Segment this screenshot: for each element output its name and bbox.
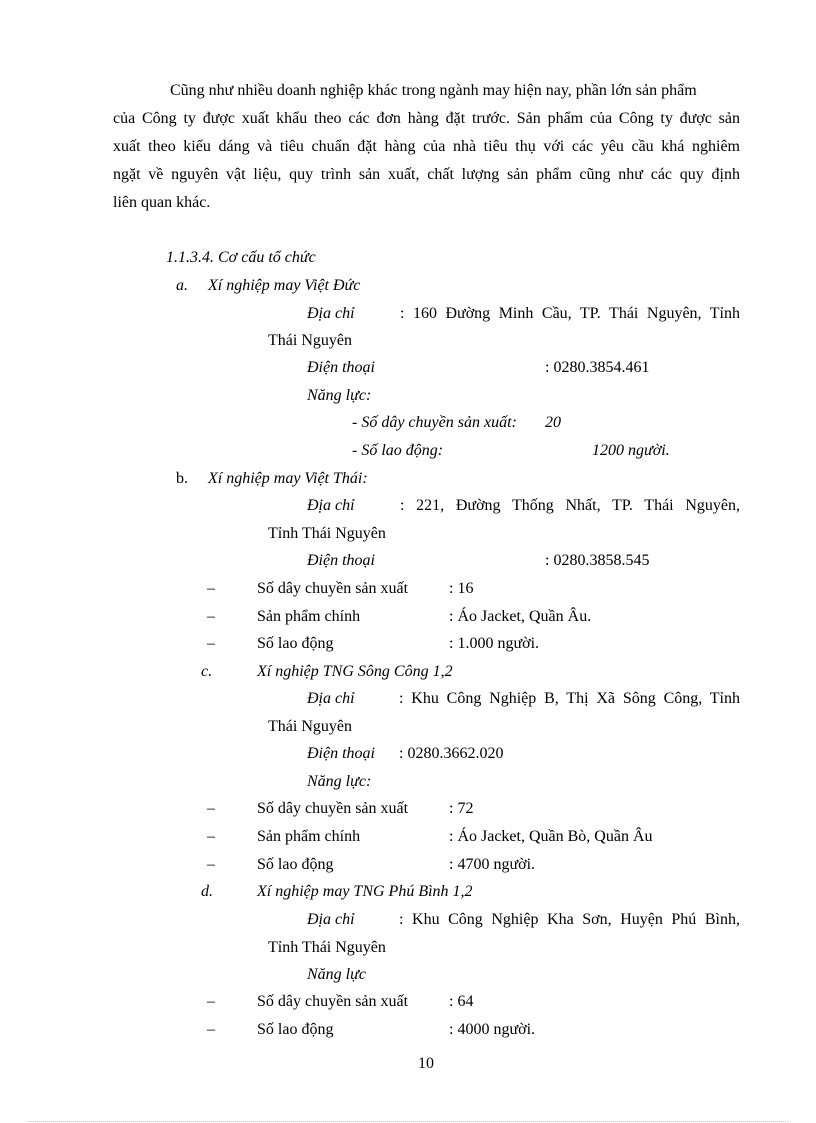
enterprise-b-products-dash: – (207, 608, 215, 625)
enterprise-d-workers-label: Số lao động (257, 1021, 334, 1038)
enterprise-c-marker: c. (201, 663, 213, 680)
enterprise-d-workers-value: : 4000 người. (449, 1021, 536, 1038)
enterprise-a-name: Xí nghiệp may Việt Đức (208, 277, 361, 294)
enterprise-a-address-line1: : 160 Đường Minh Cầu, TP. Thái Nguyên, Tỉnh (400, 305, 740, 322)
enterprise-a-phone-label: Điện thoại (307, 359, 375, 376)
intro-line-4: ngặt về nguyên vật liệu, quy trình sản xuất, chất lượng sản phẩm cũng như các quy định (113, 166, 740, 183)
enterprise-c-workers-label: Số lao động (257, 856, 334, 873)
page-edge-divider (28, 1121, 788, 1122)
enterprise-b-workers-value: : 1.000 người. (449, 635, 540, 652)
section-heading: 1.1.3.4. Cơ cấu tổ chức (166, 249, 316, 266)
enterprise-d-workers-dash: – (207, 1021, 215, 1038)
enterprise-b-address-line1: : 221, Đường Thống Nhất, TP. Thái Nguyên, (400, 497, 740, 514)
enterprise-c-lines-label: Số dây chuyền sản xuất (257, 800, 409, 817)
enterprise-a-workers-label: - Số lao động: (352, 442, 444, 459)
enterprise-a-phone: : 0280.3854.461 (545, 359, 650, 376)
enterprise-c-products-value: : Áo Jacket, Quần Bò, Quần Âu (449, 828, 653, 845)
enterprise-d-address-line2: Tỉnh Thái Nguyên (268, 939, 386, 956)
enterprise-b-marker: b. (176, 470, 188, 487)
enterprise-c-phone: : 0280.3662.020 (399, 745, 504, 762)
enterprise-b-lines-label: Số dây chuyền sản xuất (257, 580, 409, 597)
enterprise-b-phone-label: Điện thoại (307, 552, 375, 569)
enterprise-c-workers-dash: – (207, 856, 215, 873)
enterprise-a-address-line2: Thái Nguyên (268, 332, 352, 349)
enterprise-b-workers-label: Số lao động (257, 635, 334, 652)
enterprise-c-capacity-label: Năng lực: (307, 773, 372, 790)
enterprise-a-capacity-label: Năng lực: (307, 387, 372, 404)
enterprise-b-lines-dash: – (207, 580, 215, 597)
enterprise-c-products-dash: – (207, 828, 215, 845)
intro-line-1: Cũng như nhiều doanh nghiệp khác trong ngành may hiện nay, phần lớn sản phẩm (170, 82, 697, 99)
enterprise-a-workers-value: 1200 người. (592, 442, 670, 459)
enterprise-d-name: Xí nghiệp may TNG Phú Bình 1,2 (257, 883, 473, 900)
enterprise-c-address-line1: : Khu Công Nghiệp B, Thị Xã Sông Công, Tỉnh (399, 690, 740, 707)
enterprise-a-marker: a. (176, 277, 188, 294)
enterprise-b-address-label: Địa chỉ (307, 497, 355, 514)
enterprise-c-address-label: Địa chỉ (307, 690, 355, 707)
intro-line-5: liên quan khác. (113, 194, 211, 211)
enterprise-d-lines-label: Số dây chuyền sản xuất (257, 993, 409, 1010)
enterprise-b-phone: : 0280.3858.545 (545, 552, 650, 569)
enterprise-c-phone-label: Điện thoại (307, 745, 375, 762)
enterprise-c-name: Xí nghiệp TNG Sông Công 1,2 (257, 663, 453, 680)
enterprise-b-name: Xí nghiệp may Việt Thái: (208, 470, 368, 487)
enterprise-d-address-label: Địa chỉ (307, 911, 355, 928)
enterprise-d-marker: d. (201, 883, 213, 900)
enterprise-d-address-line1: : Khu Công Nghiệp Kha Sơn, Huyện Phú Bình, (399, 911, 740, 928)
enterprise-c-lines-value: : 72 (449, 800, 474, 817)
intro-line-2: của Công ty được xuất khẩu theo các đơn hàng đặt trước. Sản phẩm của Công ty được sản (113, 110, 740, 127)
enterprise-d-lines-dash: – (207, 993, 215, 1010)
enterprise-b-lines-value: : 16 (449, 580, 474, 597)
enterprise-b-products-value: : Áo Jacket, Quần Âu. (449, 608, 592, 625)
enterprise-c-lines-dash: – (207, 800, 215, 817)
enterprise-a-lines-value: 20 (545, 414, 561, 431)
intro-line-3: xuất theo kiểu dáng và tiêu chuẩn đặt hàng của nhà tiêu thụ với các yêu cầu khá nghiêm (113, 138, 740, 155)
enterprise-c-address-line2: Thái Nguyên (268, 718, 352, 735)
enterprise-d-lines-value: : 64 (449, 993, 474, 1010)
enterprise-b-address-line2: Tỉnh Thái Nguyên (268, 525, 386, 542)
enterprise-d-capacity-label: Năng lực (307, 966, 366, 983)
enterprise-b-workers-dash: – (207, 635, 215, 652)
enterprise-c-products-label: Sản phẩm chính (257, 828, 361, 845)
enterprise-c-workers-value: : 4700 người. (449, 856, 536, 873)
page-number: 10 (418, 1055, 434, 1072)
enterprise-a-lines-label: - Số dây chuyền sản xuất: (352, 414, 517, 431)
enterprise-b-products-label: Sản phẩm chính (257, 608, 361, 625)
enterprise-a-address-label: Địa chỉ (307, 305, 355, 322)
